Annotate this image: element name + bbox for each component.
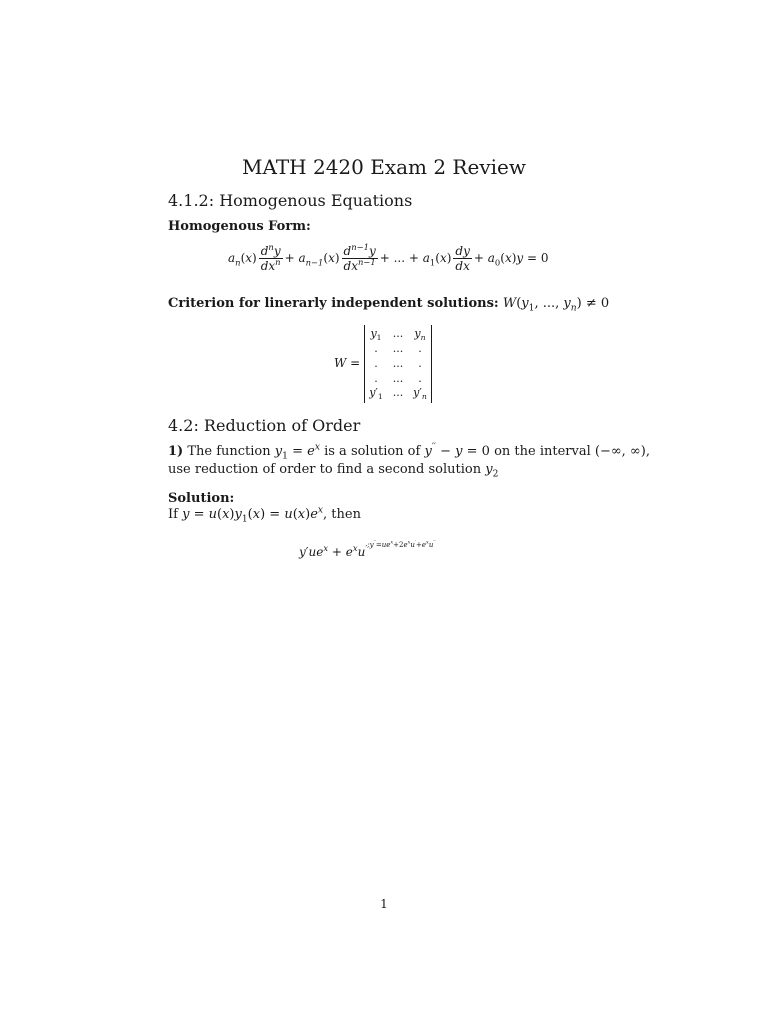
problem-text: on the interval: [494, 444, 591, 459]
matrix-cell: $y_1$: [370, 327, 382, 343]
solution-line: If $y = u(x)y_1(x) = u(x)e^x$, then: [168, 505, 361, 525]
wronskian-lhs: W =: [334, 356, 361, 370]
matrix-cell: ...: [392, 386, 404, 399]
matrix-cell: .: [418, 372, 422, 385]
problem-line-1: 1) The function $y_1 = e^x$ is a solution of y′′ − y = 0 on the interval (−∞, ∞),: [168, 442, 650, 462]
solution-text: , then: [323, 507, 361, 522]
solution-label: Solution:: [168, 491, 235, 506]
matrix-cell: $y'_1$: [369, 386, 383, 402]
matrix-cell: ...: [392, 327, 404, 340]
page-title: MATH 2420 Exam 2 Review: [242, 155, 526, 179]
matrix-cell: $y'_n$: [413, 386, 427, 402]
page-number: 1: [380, 897, 388, 911]
wronskian-matrix: [364, 325, 432, 403]
matrix-cell: .: [374, 372, 378, 385]
matrix-cell: ...: [392, 342, 404, 355]
matrix-cell: $y_n$: [414, 327, 426, 343]
matrix-cell: .: [418, 357, 422, 370]
problem-number: 1): [168, 444, 184, 459]
criterion-line: [168, 296, 610, 314]
solution-text: If: [168, 507, 178, 522]
section-heading-homogenous: 4.1.2: Homogenous Equations: [168, 191, 413, 210]
homogenous-form-label: Homogenous Form:: [168, 219, 311, 234]
section-heading-reduction: 4.2: Reduction of Order: [168, 416, 361, 435]
matrix-cell: .: [418, 342, 422, 355]
criterion-label: Criterion for linerarly independent solutions:: [168, 296, 499, 311]
matrix-cell: ...: [392, 357, 404, 370]
matrix-cell: .: [374, 357, 378, 370]
wronskian-condition: $W(y_1$, ..., $y_n) \ne 0$: [502, 296, 610, 314]
matrix-cell: ...: [392, 372, 404, 385]
matrix-cell: .: [374, 342, 378, 355]
derivative-equation: $y'ue^x + e^xu^{';y''=ue^x+2e^xu'+e^xu''}$: [299, 539, 436, 559]
homogenous-equation: $a_n(x)$ $\frac{d^ny}{dx^n}$ + $a_{n-1}(x)$ $\frac{d^{n-1}y}{dx^{n-1}}$ + ... + $a_1(x)$ $\frac{dy}{dx}$ + $a_0(x)y = 0$: [228, 242, 549, 273]
problem-text: use reduction of order to find a second solution: [168, 462, 482, 477]
problem-text: is a solution of: [324, 444, 421, 459]
problem-text: The function: [187, 444, 271, 459]
problem-line-2: use reduction of order to find a second solution $y_2$: [168, 462, 499, 480]
